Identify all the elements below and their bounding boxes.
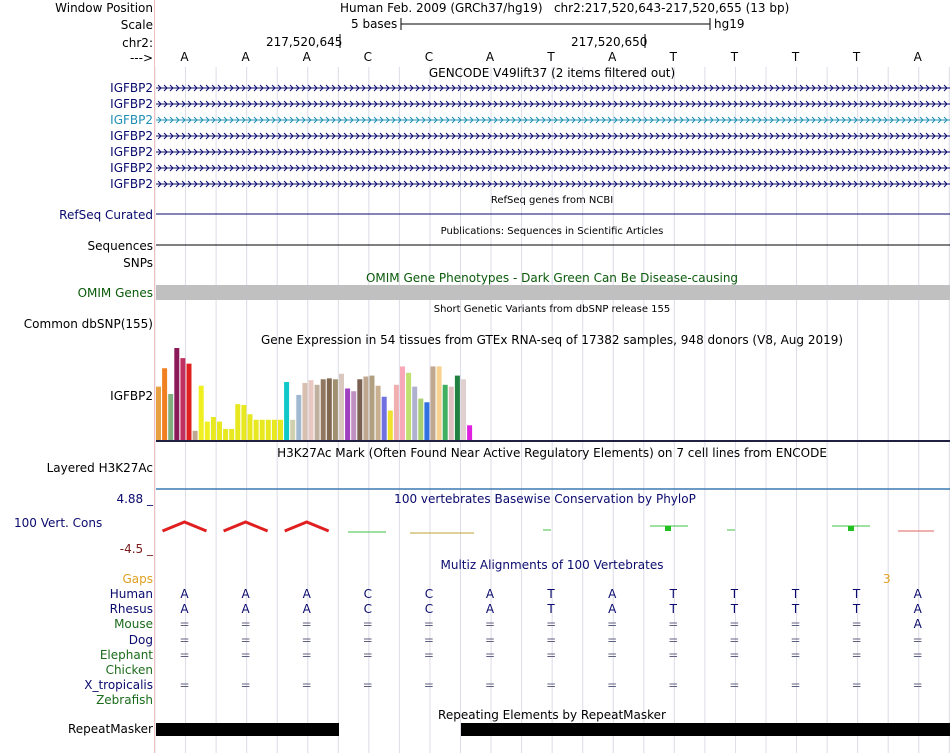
alignment-base: T bbox=[669, 602, 677, 617]
species-label[interactable]: Rhesus bbox=[109, 602, 153, 617]
alignment-base: A bbox=[180, 587, 189, 601]
coord-tick-1: 217,520,645 bbox=[266, 35, 343, 49]
gtex-bar bbox=[443, 385, 448, 440]
alignment-base: = bbox=[179, 617, 190, 632]
gtex-bar bbox=[321, 379, 326, 440]
species-label[interactable]: Zebrafish bbox=[96, 693, 153, 708]
dbsnp-label[interactable]: Common dbSNP(155) bbox=[23, 317, 153, 331]
gtex-title: Gene Expression in 54 tissues from GTEx RNA-seq of 17382 samples, 948 donors (V8, Aug 2019) bbox=[260, 333, 844, 347]
alignment-base: = bbox=[362, 647, 373, 662]
alignment-base: = bbox=[668, 647, 679, 662]
alignment-base: = bbox=[179, 678, 190, 693]
chr-label: chr2: bbox=[122, 36, 153, 50]
species-label[interactable]: Human bbox=[109, 587, 153, 601]
alignment-base: = bbox=[668, 617, 679, 632]
alignment-base: = bbox=[668, 678, 679, 693]
species-label[interactable]: Mouse bbox=[114, 617, 153, 632]
alignment-base: = bbox=[912, 632, 923, 647]
gtex-bar bbox=[449, 387, 454, 440]
alignment-base: A bbox=[302, 602, 311, 617]
gtex-bar bbox=[382, 397, 387, 440]
snps-label[interactable]: SNPs bbox=[123, 256, 153, 270]
gtex-bar bbox=[424, 402, 429, 440]
alignment-base: = bbox=[484, 632, 496, 647]
alignment-base: A bbox=[608, 602, 617, 617]
alignment-base: T bbox=[730, 587, 739, 601]
species-label[interactable]: Dog bbox=[128, 632, 153, 647]
alignment-base: = bbox=[729, 632, 740, 647]
omim-label[interactable]: OMIM Genes bbox=[77, 286, 153, 300]
omim-bar bbox=[156, 285, 950, 300]
base-letter: T bbox=[669, 50, 677, 64]
gtex-bar bbox=[394, 385, 399, 440]
gtex-bar bbox=[345, 388, 350, 440]
alignment-base: = bbox=[179, 647, 190, 662]
alignment-base: = bbox=[240, 678, 251, 693]
gtex-bar bbox=[400, 366, 405, 440]
gtex-bar bbox=[455, 376, 460, 440]
alignment-base: A bbox=[608, 587, 617, 601]
refseq-title: RefSeq genes from NCBI bbox=[490, 195, 614, 206]
alignment-base: = bbox=[851, 632, 862, 647]
gtex-bar bbox=[248, 414, 253, 440]
alignment-base: T bbox=[547, 602, 555, 617]
alignment-base: = bbox=[423, 647, 434, 662]
scale-db: hg19 bbox=[714, 17, 745, 31]
alignment-base: = bbox=[484, 678, 496, 693]
alignment-base: = bbox=[301, 632, 312, 647]
base-letter: T bbox=[852, 50, 861, 64]
gtex-bar bbox=[241, 405, 246, 440]
gtex-bar bbox=[156, 387, 161, 440]
alignment-base: = bbox=[729, 617, 740, 632]
phylop-mark bbox=[848, 526, 854, 531]
alignment-base: = bbox=[301, 647, 312, 662]
alignment-base: = bbox=[240, 647, 251, 662]
alignment-base: = bbox=[912, 647, 923, 662]
alignment-base: T bbox=[669, 587, 677, 601]
alignment-base: = bbox=[179, 632, 190, 647]
alignment-base: = bbox=[546, 647, 557, 662]
phylop-peak bbox=[224, 522, 268, 531]
alignment-base: A bbox=[913, 617, 922, 632]
gtex-bar bbox=[199, 386, 204, 440]
gtex-bar bbox=[180, 358, 185, 440]
alignment-base: = bbox=[301, 617, 312, 632]
gtex-bar bbox=[406, 373, 411, 440]
gtex-bar bbox=[370, 376, 375, 440]
alignment-base: T bbox=[791, 602, 800, 617]
gtex-bar bbox=[309, 380, 314, 440]
gtex-bar bbox=[229, 429, 234, 440]
gtex-bar bbox=[327, 378, 332, 440]
alignment-base: T bbox=[852, 587, 861, 601]
alignment-base: T bbox=[730, 602, 739, 617]
alignment-base: = bbox=[607, 678, 618, 693]
alignment-base: = bbox=[607, 632, 618, 647]
gtex-bar bbox=[187, 364, 192, 440]
alignment-base: A bbox=[913, 602, 922, 617]
alignment-base: A bbox=[485, 587, 495, 601]
gtex-bar bbox=[376, 386, 381, 440]
gtex-bar bbox=[461, 379, 466, 440]
gtex-bar bbox=[315, 385, 320, 440]
alignment-base: = bbox=[607, 647, 618, 662]
scale-text: 5 bases bbox=[351, 17, 398, 31]
h3k27-label[interactable]: Layered H3K27Ac bbox=[46, 461, 153, 475]
phylop-peak bbox=[163, 522, 207, 531]
base-letter: T bbox=[730, 50, 739, 64]
alignment-base: = bbox=[362, 632, 373, 647]
base-letter: A bbox=[302, 50, 311, 64]
alignment-base: = bbox=[546, 632, 557, 647]
gaps-label: Gaps bbox=[122, 572, 153, 586]
alignment-base: A bbox=[302, 587, 311, 601]
base-letter: A bbox=[485, 50, 495, 64]
gtex-label[interactable]: IGFBP2 bbox=[110, 389, 153, 403]
phylop-mark bbox=[665, 526, 671, 531]
gtex-bar bbox=[254, 420, 259, 440]
phylop-label[interactable]: 100 Vert. Cons bbox=[14, 516, 103, 530]
alignment-base: = bbox=[546, 678, 557, 693]
phylop-peak bbox=[285, 522, 329, 531]
h3k27-title: H3K27Ac Mark (Often Found Near Active Regulatory Elements) on 7 cell lines from ENCODE bbox=[277, 446, 827, 460]
gtex-bar bbox=[211, 417, 216, 440]
species-label[interactable]: X_tropicalis bbox=[84, 678, 153, 693]
gtex-bar bbox=[363, 377, 368, 440]
alignment-base: A bbox=[180, 602, 189, 617]
base-letter: A bbox=[241, 50, 250, 64]
gtex-bar bbox=[437, 366, 442, 440]
alignment-base: = bbox=[301, 678, 312, 693]
gtex-bar bbox=[217, 422, 222, 440]
gtex-bar bbox=[431, 366, 436, 440]
alignment-base: C bbox=[363, 587, 372, 601]
gencode-gene-label[interactable]: IGFBP2 bbox=[110, 113, 153, 127]
gtex-bar bbox=[357, 379, 362, 440]
gaps-value: 3 bbox=[883, 572, 891, 586]
gencode-gene-label[interactable]: IGFBP2 bbox=[110, 97, 153, 111]
window-position-label: Window Position bbox=[55, 1, 153, 15]
base-letter: A bbox=[180, 50, 189, 64]
alignment-base: T bbox=[791, 587, 800, 601]
alignment-base: C bbox=[424, 602, 434, 617]
base-letter: C bbox=[363, 50, 372, 64]
alignment-base: = bbox=[790, 632, 801, 647]
gencode-gene-label[interactable]: IGFBP2 bbox=[110, 129, 153, 143]
gtex-bar bbox=[205, 422, 210, 440]
alignment-base: A bbox=[241, 602, 250, 617]
alignment-base: = bbox=[423, 678, 434, 693]
alignment-base: C bbox=[424, 587, 434, 601]
gtex-bar bbox=[168, 394, 173, 440]
gtex-bar bbox=[284, 382, 289, 440]
repeatmasker-block bbox=[156, 723, 339, 736]
gencode-title: GENCODE V49lift37 (2 items filtered out) bbox=[428, 66, 676, 80]
gencode-gene-label[interactable]: IGFBP2 bbox=[110, 145, 153, 159]
gtex-bar bbox=[418, 399, 423, 440]
alignment-base: = bbox=[668, 632, 679, 647]
base-letter: A bbox=[608, 50, 617, 64]
gencode-gene-label[interactable]: IGFBP2 bbox=[110, 81, 153, 95]
strand-label: ---> bbox=[129, 51, 153, 65]
gtex-bar bbox=[339, 374, 344, 440]
gtex-bar bbox=[272, 420, 277, 440]
gtex-bar bbox=[278, 420, 283, 440]
coord-tick-2: 217,520,650 bbox=[571, 35, 648, 49]
base-letter: C bbox=[424, 50, 434, 64]
alignment-base: A bbox=[485, 602, 495, 617]
alignment-base: = bbox=[790, 647, 801, 662]
gtex-bar bbox=[388, 411, 393, 440]
alignment-base: = bbox=[484, 647, 496, 662]
alignment-base: = bbox=[423, 617, 434, 632]
gtex-bar bbox=[174, 348, 179, 440]
repeatmasker-label[interactable]: RepeatMasker bbox=[67, 722, 153, 736]
alignment-base: = bbox=[729, 647, 740, 662]
repeatmasker-block bbox=[461, 723, 950, 736]
alignment-base: = bbox=[912, 678, 923, 693]
window-position-value: Human Feb. 2009 (GRCh37/hg19) chr2:217,520,643-217,520,655 (13 bp) bbox=[340, 1, 790, 15]
alignment-base: = bbox=[362, 617, 373, 632]
dbsnp-title: Short Genetic Variants from dbSNP release 155 bbox=[433, 304, 671, 315]
gtex-bar bbox=[223, 429, 228, 440]
omim-title: OMIM Gene Phenotypes - Dark Green Can Be Disease-causing bbox=[365, 271, 739, 285]
refseq-label[interactable]: RefSeq Curated bbox=[59, 208, 153, 222]
gencode-gene-label[interactable]: IGFBP2 bbox=[110, 177, 153, 191]
alignment-base: = bbox=[851, 647, 862, 662]
alignment-base: A bbox=[241, 587, 250, 601]
phylop-min: -4.5 _ bbox=[119, 542, 153, 556]
species-label[interactable]: Elephant bbox=[99, 647, 153, 662]
base-letter: A bbox=[913, 50, 922, 64]
gtex-bar bbox=[333, 379, 338, 440]
publications-label[interactable]: Sequences bbox=[87, 239, 153, 253]
publications-title: Publications: Sequences in Scientific Articles bbox=[440, 226, 664, 237]
alignment-base: = bbox=[240, 617, 251, 632]
alignment-base: T bbox=[547, 587, 555, 601]
gtex-bar bbox=[235, 404, 240, 440]
phylop-title: 100 vertebrates Basewise Conservation by PhyloP bbox=[394, 492, 696, 506]
alignment-base: = bbox=[484, 617, 496, 632]
alignment-base: C bbox=[363, 602, 372, 617]
gtex-bar bbox=[412, 387, 417, 440]
alignment-base: A bbox=[913, 587, 922, 601]
gtex-bar bbox=[266, 420, 271, 440]
alignment-base: = bbox=[362, 678, 373, 693]
alignment-base: = bbox=[851, 617, 862, 632]
gtex-bar bbox=[193, 431, 198, 440]
alignment-base: = bbox=[546, 617, 557, 632]
alignment-base: = bbox=[423, 632, 434, 647]
alignment-base: T bbox=[852, 602, 861, 617]
base-letter: T bbox=[791, 50, 800, 64]
alignment-base: = bbox=[790, 617, 801, 632]
phylop-max: 4.88 _ bbox=[116, 492, 153, 506]
alignment-base: = bbox=[851, 678, 862, 693]
base-letter: T bbox=[547, 50, 555, 64]
gtex-bar bbox=[296, 395, 301, 440]
gtex-bar bbox=[162, 368, 167, 440]
gtex-bar bbox=[467, 425, 472, 440]
alignment-base: = bbox=[729, 678, 740, 693]
alignment-base: = bbox=[240, 632, 251, 647]
alignment-base: = bbox=[607, 617, 618, 632]
multiz-title: Multiz Alignments of 100 Vertebrates bbox=[440, 558, 664, 572]
alignment-base: = bbox=[790, 678, 801, 693]
gtex-bar bbox=[260, 420, 265, 440]
repeatmasker-title: Repeating Elements by RepeatMasker bbox=[438, 708, 666, 722]
species-label[interactable]: Chicken bbox=[105, 663, 153, 677]
scale-label: Scale bbox=[120, 18, 153, 32]
gtex-bar bbox=[290, 420, 295, 440]
gtex-bar bbox=[351, 391, 356, 440]
gtex-bar bbox=[302, 383, 307, 440]
gencode-gene-label[interactable]: IGFBP2 bbox=[110, 161, 153, 175]
